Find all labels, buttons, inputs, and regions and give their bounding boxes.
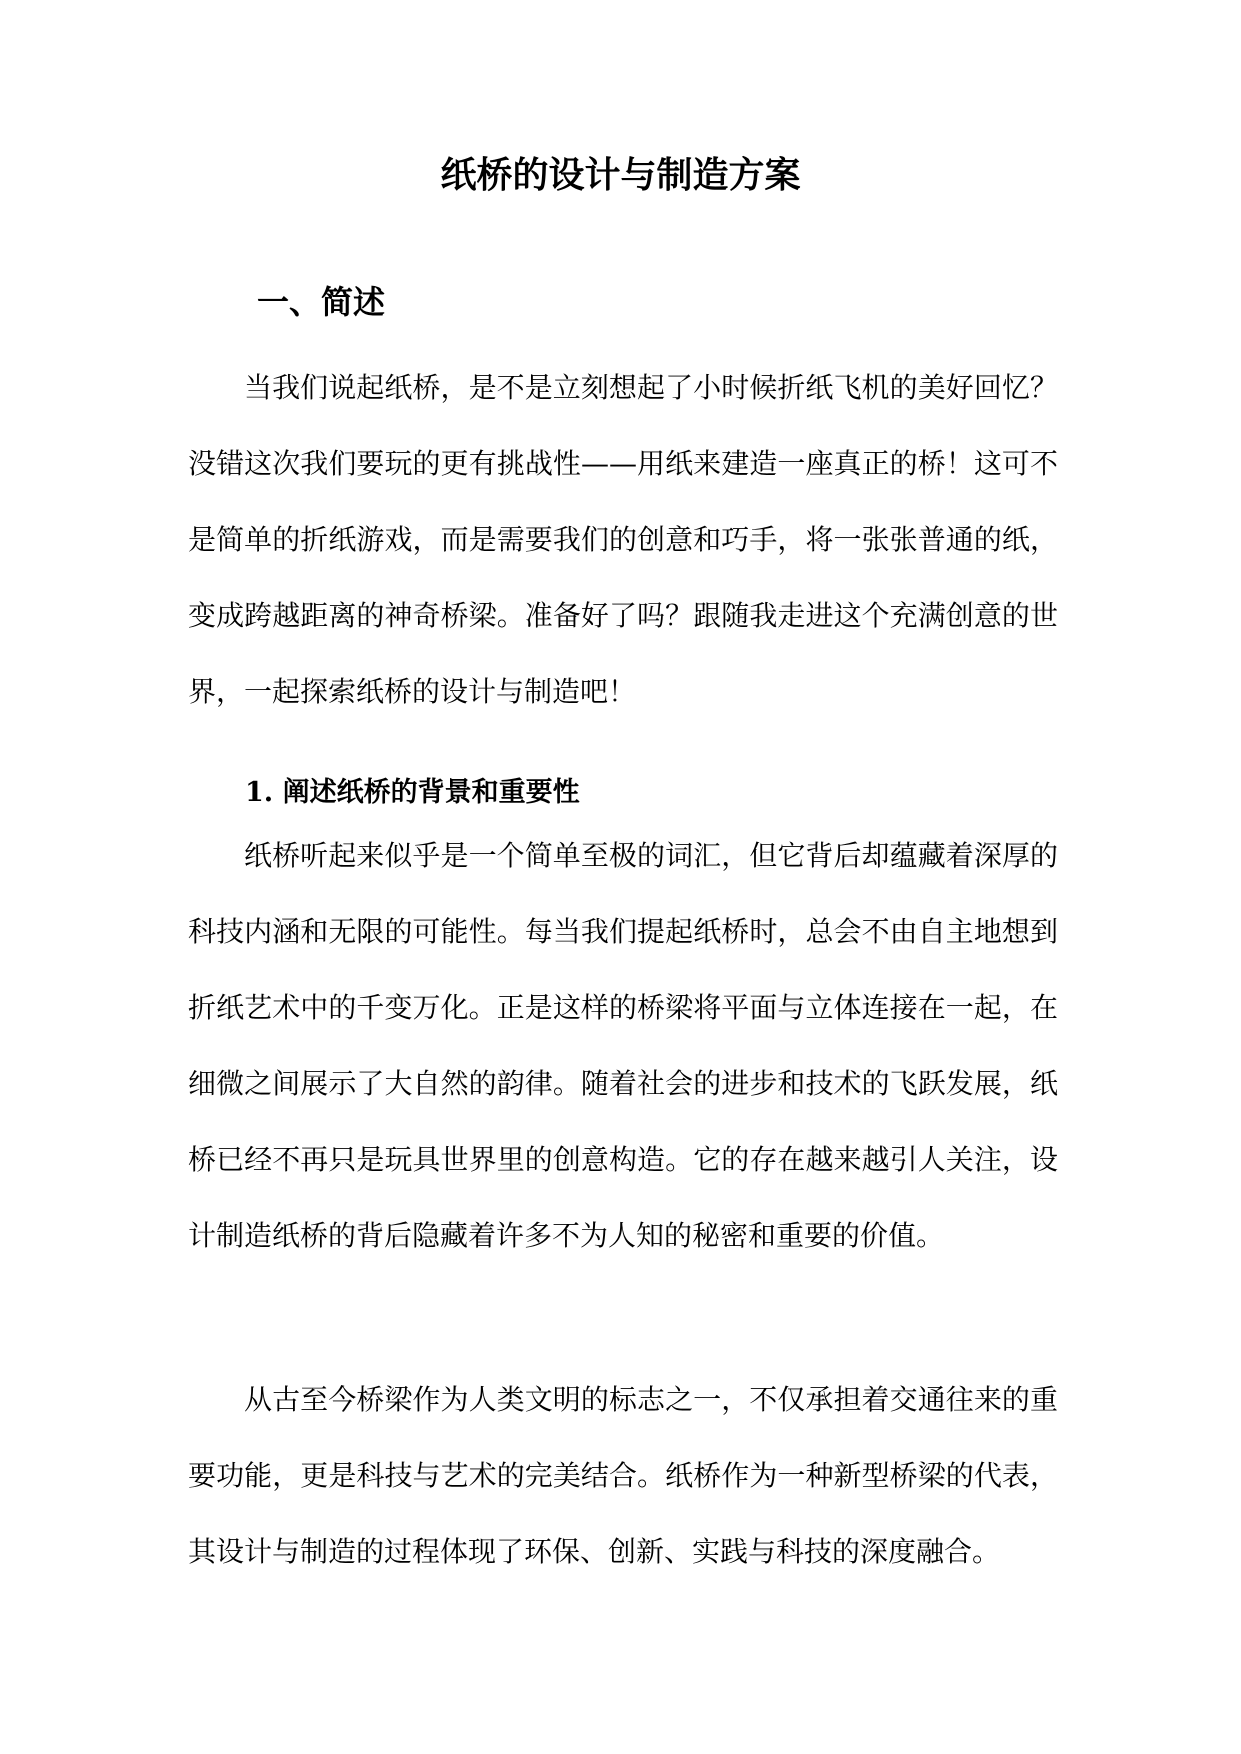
document-title: 纸桥的设计与制造方案 (440, 154, 801, 196)
body-paragraph: 纸桥听起来似乎是一个简单至极的词汇，但它背后却蕴藏着深厚的科技内涵和无限的可能性。每当我们提起纸桥时，总会不由自主地想到折纸艺术中的千变万化。正是这样的桥梁将平面与立体连接在一起，在细微之间展示了大自然的韵律。随着社会的进步和技术的飞跃发展，纸桥已经不再只是玩具世界里的创意构造。它的存在越来越引人关注，设计制造纸桥的背后隐藏着许多不为人知的秘密和重要的价值。 (188, 839, 1058, 1252)
section-heading-overview: 一、简述 (257, 283, 386, 321)
intro-paragraph: 当我们说起纸桥，是不是立刻想起了小时候折纸飞机的美好回忆？没错这次我们要玩的更有挑战性——用纸来建造一座真正的桥！这可不是简单的折纸游戏，而是需要我们的创意和巧手，将一张张普通的纸，变成跨越距离的神奇桥梁。准备好了吗？跟随我走进这个充满创意的世界，一起探索纸桥的设计与制造吧！ (188, 371, 1058, 708)
body-paragraph: 从古至今桥梁作为人类文明的标志之一，不仅承担着交通往来的重要功能，更是科技与艺术的完美结合。纸桥作为一种新型桥梁的代表，其设计与制造的过程体现了环保、创新、实践与科技的深度融合。 (188, 1383, 1058, 1568)
subsection-heading-background: 1. 阐述纸桥的背景和重要性 (245, 777, 580, 808)
